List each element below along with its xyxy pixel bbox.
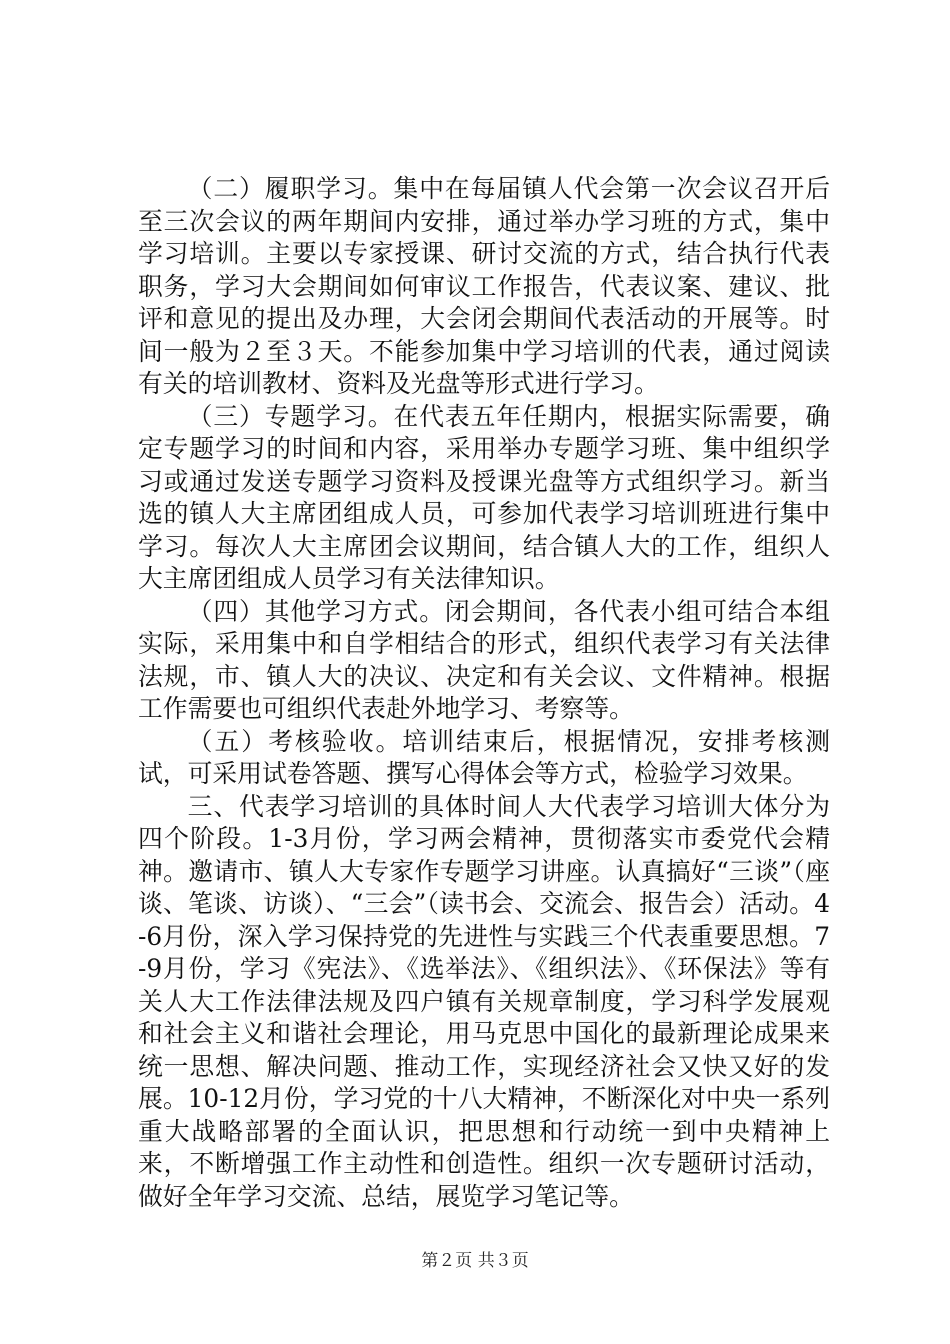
paragraph-other-study-methods: （四）其他学习方式。闭会期间，各代表小组可结合本组实际，采用集中和自学相结合的形式，组织代表学习有关法律法规，市、镇人大的决议、决定和有关会议、文件精神。根据工作需要也可组织代表赴外地学习、考察等。 bbox=[138, 596, 830, 723]
page-number-footer: 第２页 共３页 bbox=[421, 1251, 529, 1271]
paragraph-performance-study: （二）履职学习。集中在每届镇人代会第一次会议召开后至三次会议的两年期间内安排，通过举办学习班的方式，集中学习培训。主要以专家授课、研讨交流的方式，结合执行代表职务，学习大会期间如何审议工作报告，代表议案、建议、批评和意见的提出及办理，大会闭会期间代表活动的开展等。时间一般为２至３天。不能参加集中学习培训的代表，通过阅读有关的培训教材、资料及光盘等形式进行学习。 bbox=[138, 174, 830, 398]
paragraph-assessment: （五）考核验收。培训结束后，根据情况，安排考核测试，可采用试卷答题、撰写心得体会等方式，检验学习效果。 bbox=[138, 726, 830, 788]
paragraph-special-topic-study: （三）专题学习。在代表五年任期内，根据实际需要，确定专题学习的时间和内容，采用举办专题学习班、集中组织学习或通过发送专题学习资料及授课光盘等方式组织学习。新当选的镇人大主席团组成人员，可参加代表学习培训班进行集中学习。每次人大主席团会议期间，结合镇人大的工作，组织人大主席团组成人员学习有关法律知识。 bbox=[138, 401, 830, 593]
document-body bbox=[138, 173, 830, 1213]
paragraph-training-schedule: 三、代表学习培训的具体时间人大代表学习培训大体分为四个阶段。1-3月份，学习两会精神，贯彻落实市委党代会精神。邀请市、镇人大专家作专题学习讲座。认真搞好“三谈”（座谈、笔谈、访谈）、“三会”（读书会、交流会、报告会）活动。4-6月份，深入学习保持党的先进性与实践三个代表重要思想。7-9月份，学习《宪法》、《选举法》、《组织法》、《环保法》等有关人大工作法律法规及四户镇有关规章制度，学习科学发展观和社会主义和谐社会理论，用马克思中国化的最新理论成果来统一思想、解决问题、推动工作，实现经济社会又快又好的发展。10-12月份，学习党的十八大精神，不断深化对中央一系列重大战略部署的全面认识，把思想和行动统一到中央精神上来，不断增强工作主动性和创造性。组织一次专题研讨活动，做好全年学习交流、总结，展览学习笔记等。 bbox=[138, 791, 830, 1211]
